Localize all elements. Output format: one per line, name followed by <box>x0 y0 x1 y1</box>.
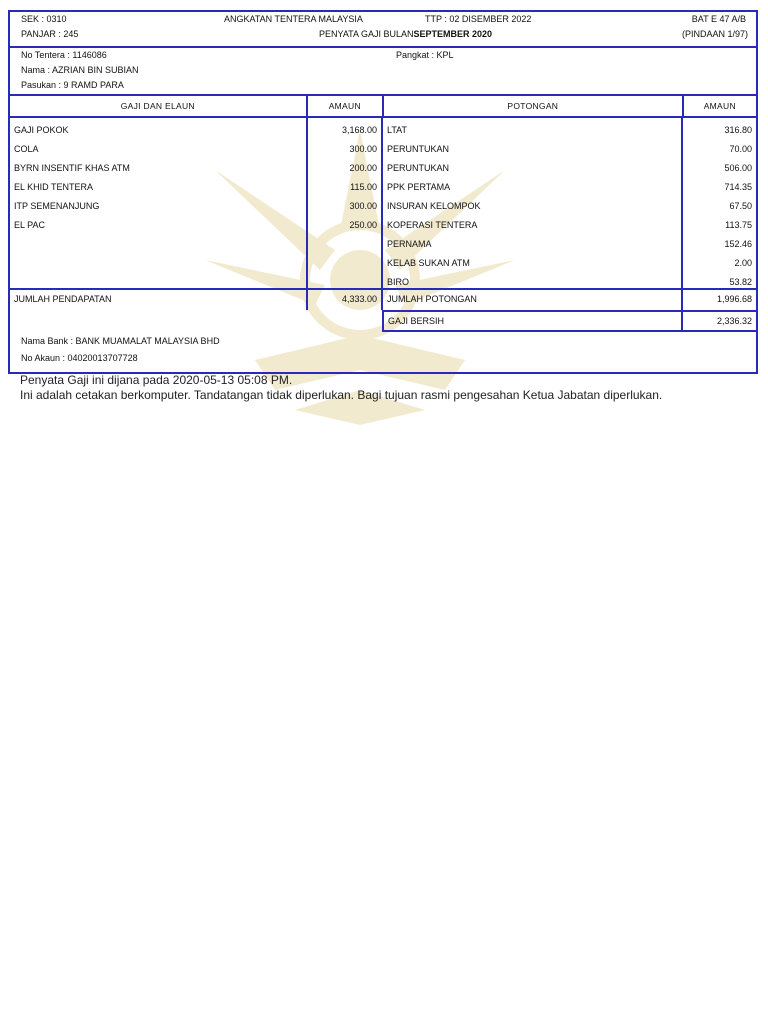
net-pay-label: GAJI BERSIH <box>384 310 683 332</box>
earning-label: ITP SEMENANJUNG <box>14 201 100 211</box>
deduction-amount: 113.75 <box>725 220 752 230</box>
net-pay-amount: 2,336.32 <box>683 310 756 332</box>
earnings-labels <box>10 118 308 288</box>
deduction-amount: 316.80 <box>724 125 752 135</box>
organization-name: ANGKATAN TENTERA MALAYSIA <box>224 14 363 24</box>
total-deductions-amount: 1,996.68 <box>716 294 752 304</box>
footer-note <box>20 373 662 403</box>
deductions-amount-header: AMAUN <box>703 101 736 111</box>
earning-amount: 300.00 <box>349 144 377 154</box>
earning-label: GAJI POKOK <box>14 125 69 135</box>
net-pay-row <box>10 310 756 332</box>
total-earnings-amount: 4,333.00 <box>308 290 383 310</box>
earning-amount: 200.00 <box>349 163 377 173</box>
disclaimer-note: Ini adalah cetakan berkomputer. Tandatangan tidak diperlukan. Bagi tujuan rasmi pengesahan Ketua Jabatan diperlukan. <box>20 388 663 402</box>
deduction-label: INSURAN KELOMPOK <box>387 201 481 211</box>
deduction-label: KELAB SUKAN ATM <box>387 258 470 268</box>
earning-amount: 115.00 <box>350 182 377 192</box>
deduction-label: LTAT <box>387 125 407 135</box>
payslip <box>8 10 758 374</box>
deduction-amount: 70.00 <box>729 144 752 154</box>
deduction-amount: 506.00 <box>724 163 752 173</box>
statement-month: SEPTEMBER 2020 <box>413 29 493 39</box>
earnings-amount-header: AMAUN <box>308 96 384 116</box>
deduction-label: PERNAMA <box>387 239 432 249</box>
deduction-amount: 2.00 <box>734 258 752 268</box>
earning-label: BYRN INSENTIF KHAS ATM <box>14 163 130 173</box>
deduction-amount: 53.82 <box>729 277 752 287</box>
form-code: BAT E 47 A/B <box>691 14 746 24</box>
totals-row <box>10 288 756 310</box>
earning-label: EL KHID TENTERA <box>14 182 94 192</box>
earnings-amounts <box>308 118 383 288</box>
bank-account: No Akaun : 04020013707728 <box>21 353 138 363</box>
rank: Pangkat : KPL <box>396 50 454 60</box>
deduction-amount: 714.35 <box>724 182 752 192</box>
deduction-label: KOPERASI TENTERA <box>387 220 478 230</box>
deduction-label: PPK PERTAMA <box>387 182 451 192</box>
table-header <box>10 94 756 118</box>
service-number: No Tentera : 1146086 <box>21 50 107 60</box>
statement-title: PENYATA GAJI BULANSEPTEMBER 2020 <box>319 29 493 39</box>
deduction-amount: 152.46 <box>724 239 752 249</box>
earning-amount: 3,168.00 <box>341 125 377 135</box>
bank-info <box>10 332 756 372</box>
deduction-amount: 67.50 <box>729 201 752 211</box>
sek-code: SEK : 0310 <box>21 14 67 24</box>
deduction-label: PERUNTUKAN <box>387 144 450 154</box>
earning-amount: 250.00 <box>349 220 377 230</box>
total-earnings-label: JUMLAH PENDAPATAN <box>10 290 308 310</box>
deduction-label: PERUNTUKAN <box>387 163 450 173</box>
earning-label: EL PAC <box>14 220 46 230</box>
deductions-column-header: POTONGAN <box>384 96 684 116</box>
form-revision: (PINDAAN 1/97) <box>681 29 748 39</box>
employee-name: Nama : AZRIAN BIN SUBIAN <box>21 65 139 75</box>
total-deductions-label: JUMLAH POTONGAN <box>383 290 683 310</box>
table-body <box>10 118 756 288</box>
unit: Pasukan : 9 RAMD PARA <box>21 80 124 90</box>
earning-amount: 300.00 <box>349 201 377 211</box>
deduction-label: BIRO <box>387 277 410 287</box>
personnel-info <box>10 48 756 94</box>
deduction-amounts <box>683 118 756 288</box>
deduction-labels <box>383 118 683 288</box>
generated-date-note: Penyata Gaji ini dijana pada 2020-05-13 05:08 PM. <box>20 373 293 387</box>
payslip-header <box>10 12 756 48</box>
panjar-code: PANJAR : 245 <box>21 29 79 39</box>
bank-name: Nama Bank : BANK MUAMALAT MALAYSIA BHD <box>21 336 220 346</box>
ttp-date: TTP : 02 DISEMBER 2022 <box>425 14 532 24</box>
earning-label: COLA <box>14 144 39 154</box>
earnings-column-header: GAJI DAN ELAUN <box>10 96 308 116</box>
